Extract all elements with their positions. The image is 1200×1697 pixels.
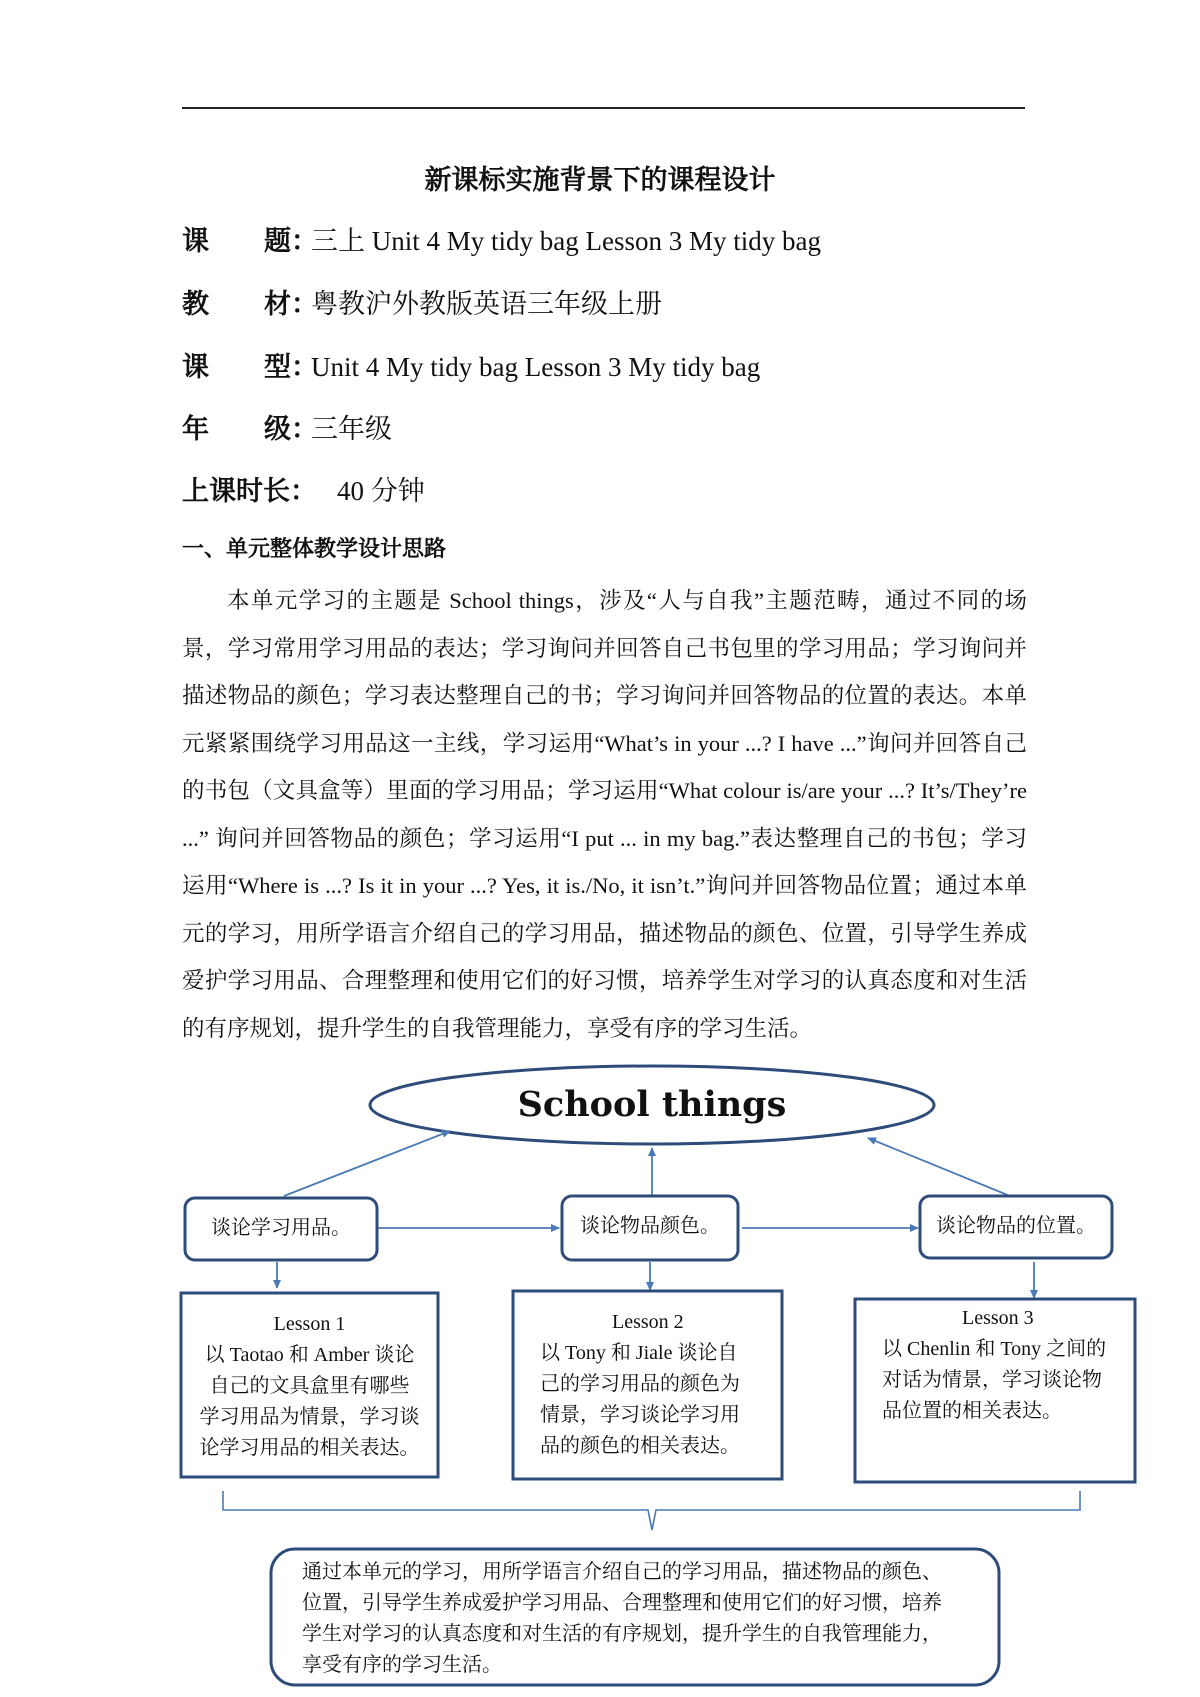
section-heading: 一、单元整体教学设计思路: [182, 537, 447, 562]
meta-key: 级：: [264, 414, 318, 445]
lesson-line: 论学习用品的相关表达。: [199, 1437, 420, 1459]
topic-label: 谈论学习用品。: [211, 1217, 351, 1239]
lesson-title: Lesson 3: [962, 1307, 1034, 1329]
meta-key: 型：: [264, 352, 318, 383]
summary-line: 享受有序的学习生活。: [302, 1654, 502, 1676]
meta-key: 课: [182, 226, 209, 257]
lesson-line: 对话为情景，学习谈论物: [882, 1369, 1102, 1391]
lesson-line: 以 Tony 和 Jiale 谈论自: [540, 1342, 738, 1364]
topic-label: 谈论物品颜色。: [580, 1215, 720, 1237]
lesson-line: 品位置的相关表达。: [882, 1400, 1062, 1422]
meta-key: 材：: [264, 289, 318, 320]
meta-key: 题：: [264, 226, 318, 257]
document-title: 新课标实施背景下的课程设计: [424, 165, 776, 196]
center-label: School things: [517, 1084, 787, 1125]
topic-label: 谈论物品的位置。: [936, 1215, 1096, 1237]
lesson-1: [181, 1309, 438, 1464]
meta-key: 上课时长：: [182, 476, 317, 507]
lesson-line: 品的颜色的相关表达。: [540, 1435, 740, 1457]
lesson-line: 己的学习用品的颜色为: [540, 1373, 740, 1395]
summary-text: [302, 1557, 992, 1681]
meta-value: 三上 Unit 4 My tidy bag Lesson 3 My tidy bag: [311, 226, 821, 256]
lesson-3: [882, 1303, 1127, 1427]
arrow-line: [284, 1131, 450, 1196]
meta-value: 粤教沪外教版英语三年级上册: [311, 289, 662, 319]
summary-line: 学生对学习的认真态度和对生活的有序规划，提升学生的自我管理能力，: [302, 1623, 942, 1645]
meta-value: 40 分钟: [337, 476, 425, 506]
lesson-line: 情景，学习谈论学习用: [540, 1404, 740, 1426]
lesson-line: 自己的文具盒里有哪些: [209, 1375, 410, 1397]
summary-line: 通过本单元的学习，用所学语言介绍自己的学习用品，描述物品的颜色、: [302, 1561, 942, 1583]
body-paragraph: 本单元学习的主题是 School things，涉及“人与自我”主题范畴，通过不同的场景，学习常用学习用品的表达；学习询问并回答自己书包里的学习用品；学习询问并描述物品的颜色；学习表达整理自己的书；学习询问并回答物品的位置的表达。本单元紧紧围绕学习用品这一主线，学习运用“What’s in your ...? I have ...”询问并回答自己的书包（文具盒等）里面的学习用品；学习运用“What colour is/are your ...? It’s/They’re ...” 询问并回答物品的颜色；学习运用“I put ... in my bag.”表达整理自己的书包；学习运用“Where is ...? Is it in your ...? Yes, it is./No, it isn’t.”询问并回答物品位置；通过本单元的学习，用所学语言介绍自己的学习用品，描述物品的颜色、位置，引导学生养成爱护学习用品、合理整理和使用它们的好习惯，培养学生对学习的认真态度和对生活的有序规划，提升学生的自我管理能力，享受有序的学习生活。: [182, 588, 1027, 1041]
meta-value: 三年级: [311, 414, 392, 444]
lesson-title: Lesson 2: [612, 1311, 684, 1333]
lesson-line: 以 Chenlin 和 Tony 之间的: [882, 1338, 1107, 1360]
lesson-line: 学习用品为情景，学习谈: [199, 1406, 420, 1428]
lesson-2: [540, 1307, 775, 1462]
meta-key: 课: [182, 352, 209, 383]
lesson-title: Lesson 1: [273, 1313, 346, 1335]
arrow-line: [868, 1138, 1010, 1196]
meta-key: 年: [182, 414, 209, 445]
summary-line: 位置，引导学生养成爱护学习用品、合理整理和使用它们的好习惯，培养: [302, 1592, 942, 1614]
meta-key: 教: [182, 289, 209, 320]
summary-brace: [223, 1491, 1080, 1530]
lesson-line: 以 Taotao 和 Amber 谈论: [204, 1344, 415, 1366]
meta-value: Unit 4 My tidy bag Lesson 3 My tidy bag: [311, 352, 761, 382]
